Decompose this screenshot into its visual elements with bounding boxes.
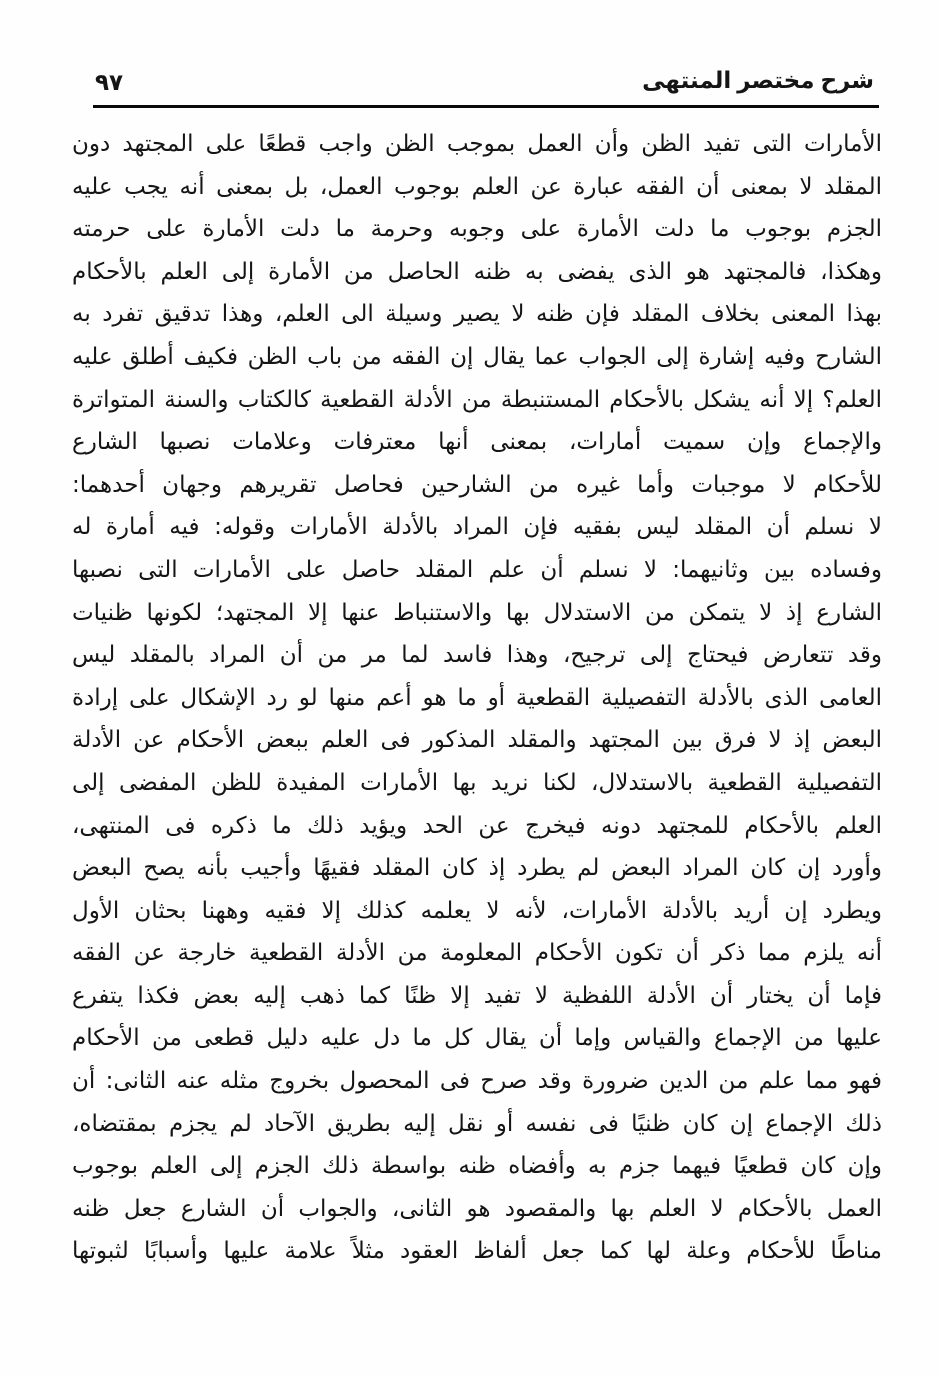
text-line: فهو مما علم من الدين ضرورة وقد صرح فى المحصول بخروج مثله عنه الثانى: أن	[72, 1068, 882, 1095]
text-line: مناطًا للأحكام وعلة لها كما جعل ألفاظ العقود مثلاً علامة عليها وأسبابًا لثبوتها	[72, 1238, 882, 1265]
text-line: وقد تتعارض فيحتاج إلى ترجيح، وهذا فاسد لما مر من أن المراد بالمقلد ليس	[72, 642, 882, 669]
text-line: الأمارات التى تفيد الظن وأن العمل بموجب الظن واجب قطعًا على المجتهد دون	[72, 131, 882, 157]
text-line: العامى الذى بالأدلة التفصيلية القطعية أو ما هو أعم منها لو رد الإشكال على إرادة	[72, 684, 882, 711]
text-line: الجزم بوجوب ما دلت الأمارة على وجوبه وحرمة ما دلت الأمارة على حرمته	[72, 216, 882, 243]
text-line: التفصيلية القطعية بالاستدلال، لكنا نريد بها الأمارات المفيدة للظن المفضى إلى	[72, 769, 882, 796]
text-line: عليها من الإجماع والقياس وإما أن يقال كل ما دل عليه دليل قطعى من الأحكام	[72, 1025, 882, 1052]
text-line: العلم بالأحكام للمجتهد دونه فيخرج عن الحد ويؤيد ذلك ما ذكره فى المنتهى،	[72, 812, 882, 839]
text-line: ذلك الإجماع إن كان ظنيًا فى نفسه أو نقل إليه بطريق الآحاد لم يجزم بمقتضاه،	[72, 1110, 882, 1137]
text-line: ويطرد إن أريد بالأدلة الأمارات، لأنه لا يعلمه كذلك إلا فقيه وههنا بحثان الأول	[72, 897, 882, 924]
running-header-title: شرح مختصر المنتهى	[642, 68, 874, 94]
header-rule	[93, 105, 879, 108]
text-line: أنه يلزم مما ذكر أن تكون الأحكام المعلومة من الأدلة القطعية خارجة عن الفقه	[72, 940, 882, 967]
text-line: والإجماع وإن سميت أمارات، بمعنى أنها معترفات وعلامات نصبها الشارع	[72, 429, 882, 456]
text-line: للأحكام لا موجبات وأما غيره من الشارحين فحاصل تقريرهم وجهان أحدهما:	[72, 471, 882, 498]
text-line: المقلد لا بمعنى أن الفقه عبارة عن العلم بوجوب العمل، بل بمعنى أنه يجب عليه	[72, 173, 882, 200]
text-line: العلم؟ إلا أنه يشكل بالأحكام المستنبطة من الأدلة القطعية كالكتاب والسنة المتواترة	[72, 386, 882, 413]
body-text-block	[72, 123, 882, 1273]
page-number: ٩٧	[95, 70, 124, 96]
text-line: بهذا المعنى بخلاف المقلد فإن ظنه لا يصير وسيلة الى العلم، وهذا تدقيق تفرد به	[72, 301, 882, 328]
text-line: وأورد إن كان المراد البعض لم يطرد إذ كان المقلد فقيهًا وأجيب بأنه يصح البعض	[72, 855, 882, 882]
text-line: الشارح وفيه إشارة إلى الجواب عما يقال إن الفقه من باب الظن فكيف أطلق عليه	[72, 343, 882, 370]
text-line: البعض إذ لا فرق بين المجتهد والمقلد المذكور فى العلم ببعض الأحكام عن الأدلة	[72, 727, 882, 754]
text-line: لا نسلم أن المقلد ليس بفقيه فإن المراد بالأدلة الأمارات وقوله: فيه أمارة له	[72, 514, 882, 541]
text-line: الشارع إذ لا يتمكن من الاستدلال بها والاستنباط عنها إلا المجتهد؛ لكونها ظنيات	[72, 599, 882, 626]
text-line: وفساده بين وثانيهما: لا نسلم أن علم المقلد حاصل على الأمارات التى نصبها	[72, 556, 882, 583]
text-line: وهكذا، فالمجتهد هو الذى يفضى به ظنه الحاصل من الأمارة إلى العلم بالأحكام	[72, 258, 882, 285]
text-line: فإما أن يختار أن الأدلة اللفظية لا تفيد إلا ظنًا كما ذهب إليه بعض فكذا يتفرع	[72, 982, 882, 1009]
text-line: وإن كان قطعيًا فيهما جزم به وأفضاه ظنه بواسطة ذلك الجزم إلى العلم بوجوب	[72, 1153, 882, 1180]
text-line: العمل بالأحكام لا العلم بها والمقصود هو الثانى، والجواب أن الشارع جعل ظنه	[72, 1195, 882, 1222]
